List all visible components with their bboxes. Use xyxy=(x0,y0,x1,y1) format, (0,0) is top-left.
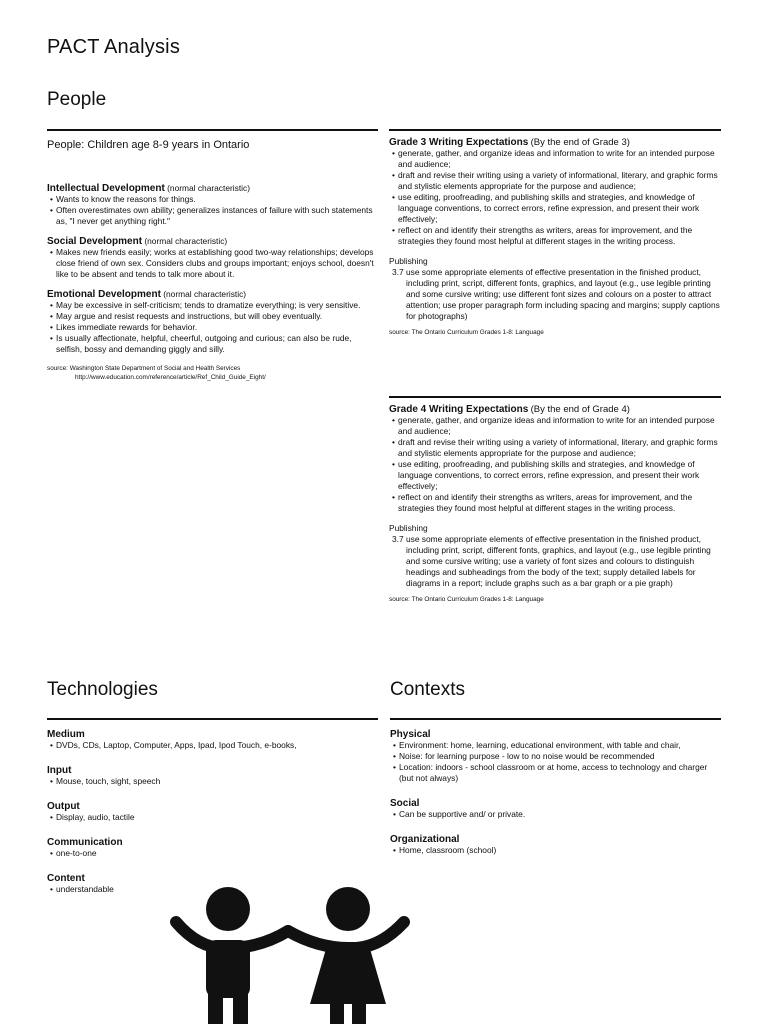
people-source: source: Washington State Department of Social and Health Services xyxy=(47,365,241,372)
grade3-publishing-list xyxy=(389,267,721,322)
intellectual-list xyxy=(47,194,379,227)
list-item: • draft and revise their writing using a variety of informational, literary, and graphic forms and stylistic elements appropriate for the purpose and audience; xyxy=(389,437,721,459)
list-item: • reflect on and identify their strengths as writers, areas for improvement, and the strategies they found most helpful at different stages in the writing process. xyxy=(389,225,721,247)
contexts-heading: Contexts xyxy=(390,679,465,700)
emotional-heading: Emotional Development (normal characteristic) xyxy=(47,289,247,300)
list-item: • May argue and resist requests and instructions, but will obey eventually. xyxy=(47,311,379,322)
list-item: • Environment: home, learning, educational environment, with table and chair, xyxy=(390,740,722,751)
list-item: • Is usually affectionate, helpful, cheerful, outgoing and curious; can also be rude, selfish, bossy and demanding giggly and silly. xyxy=(47,333,379,355)
grade3-rule xyxy=(389,129,721,131)
grade4-heading: Grade 4 Writing Expectations (By the end of Grade 4) xyxy=(389,404,630,415)
output-heading: Output xyxy=(47,801,80,812)
list-item: • reflect on and identify their strengths as writers, areas for improvement, and the strategies they found most helpful at different stages in the writing process. xyxy=(389,492,721,514)
list-item: 3.7 use some appropriate elements of effective presentation in the finished product, including print, script, different fonts, graphics, and layout (e.g., use legible printing and some cursive writing; use different font sizes and colours on a poster to attract attention; use proper paragraph form including spacing and margins; supply captions for photographs) xyxy=(392,267,720,321)
grade4-publishing-label: Publishing xyxy=(389,523,428,533)
people-source-url: http://www.education.com/reference/article/Ref_Child_Guide_Eight/ xyxy=(75,374,266,381)
list-item: • DVDs, CDs, Laptop, Computer, Apps, Ipad, Ipod Touch, e-books, xyxy=(47,740,379,751)
list-item: • Noise: for learning purpose - low to no noise would be recommended xyxy=(390,751,722,762)
grade3-list xyxy=(389,148,721,247)
grade3-source: source: The Ontario Curriculum Grades 1-8: Language xyxy=(389,329,544,336)
people-column xyxy=(47,138,379,382)
list-item: • generate, gather, and organize ideas and information to write for an intended purpose and audience; xyxy=(389,415,721,437)
two-children-holding-hands-icon xyxy=(168,884,412,1024)
list-item: • use editing, proofreading, and publishing skills and strategies, and knowledge of language conventions, to correct errors, refine expression, and present their work effectively; xyxy=(389,459,721,492)
physical-list xyxy=(390,740,722,784)
organizational-heading: Organizational xyxy=(390,834,460,845)
list-item: • Display, audio, tactile xyxy=(47,812,379,823)
physical-heading: Physical xyxy=(390,729,431,740)
technologies-rule xyxy=(47,718,378,720)
grade3-publishing-label: Publishing xyxy=(389,256,428,266)
list-item: • Likes immediate rewards for behavior. xyxy=(47,322,379,333)
list-item: 3.7 use some appropriate elements of effective presentation in the finished product, including print, script, different fonts, graphics, and layout (e.g., use legible printing and some cursive writing; use a variety of font sizes and colours to distinguish headings and subheadings from the body of the text; supply detailed labels for diagrams in a report; include graphs such as a bar graph or a pie graph) xyxy=(392,534,711,588)
list-item: • Home, classroom (school) xyxy=(390,845,722,856)
people-subtitle: People: Children age 8-9 years in Ontario xyxy=(47,139,250,151)
grade4-column xyxy=(389,404,721,604)
contexts-rule xyxy=(390,718,721,720)
list-item: • Makes new friends easily; works at establishing good two-way relationships; develops close friend of own sex. Considers clubs and groups important; enjoys school, doesn't like to be absent and tends to talk more about it. xyxy=(47,247,379,280)
input-heading: Input xyxy=(47,765,72,776)
list-item: • Location: indoors - school classroom or at home, access to technology and charger (but not always) xyxy=(390,762,722,784)
list-item: • use editing, proofreading, and publishing skills and strategies, and knowledge of language conventions, to correct errors, refine expression, and present their work effectively; xyxy=(389,192,721,225)
technologies-column xyxy=(47,729,379,895)
list-item: • understandable xyxy=(47,884,379,895)
emotional-list xyxy=(47,300,379,355)
technologies-heading: Technologies xyxy=(47,679,158,700)
medium-heading: Medium xyxy=(47,729,85,740)
list-item: • Often overestimates own ability; generalizes instances of failure with such statements as, "I never get anything right." xyxy=(47,205,379,227)
grade4-source: source: The Ontario Curriculum Grades 1-8: Language xyxy=(389,596,544,603)
people-heading: People xyxy=(47,89,107,110)
list-item: • draft and revise their writing using a variety of informational, literary, and graphic forms and stylistic elements appropriate for the purpose and audience; xyxy=(389,170,721,192)
list-item: • one-to-one xyxy=(47,848,379,859)
grade4-rule xyxy=(389,396,721,398)
grade3-column xyxy=(389,137,721,337)
social-dev-heading: Social Development (normal characteristic) xyxy=(47,236,228,247)
list-item: • Can be supportive and/ or private. xyxy=(390,809,722,820)
communication-heading: Communication xyxy=(47,837,123,848)
list-item: • Wants to know the reasons for things. xyxy=(47,194,379,205)
list-item: • generate, gather, and organize ideas and information to write for an intended purpose and audience; xyxy=(389,148,721,170)
grade3-heading: Grade 3 Writing Expectations (By the end of Grade 3) xyxy=(389,137,630,148)
content-heading: Content xyxy=(47,873,85,884)
social-context-heading: Social xyxy=(390,798,420,809)
grade4-publishing-list xyxy=(389,534,721,589)
list-item: • May be excessive in self-criticism; tends to dramatize everything; is very sensitive. xyxy=(47,300,379,311)
grade4-list xyxy=(389,415,721,514)
intellectual-heading: Intellectual Development (normal characteristic) xyxy=(47,183,250,194)
list-item: • Mouse, touch, sight, speech xyxy=(47,776,379,787)
contexts-column xyxy=(390,729,722,856)
people-rule xyxy=(47,129,378,131)
social-dev-list xyxy=(47,247,379,280)
document-title: PACT Analysis xyxy=(47,36,181,58)
